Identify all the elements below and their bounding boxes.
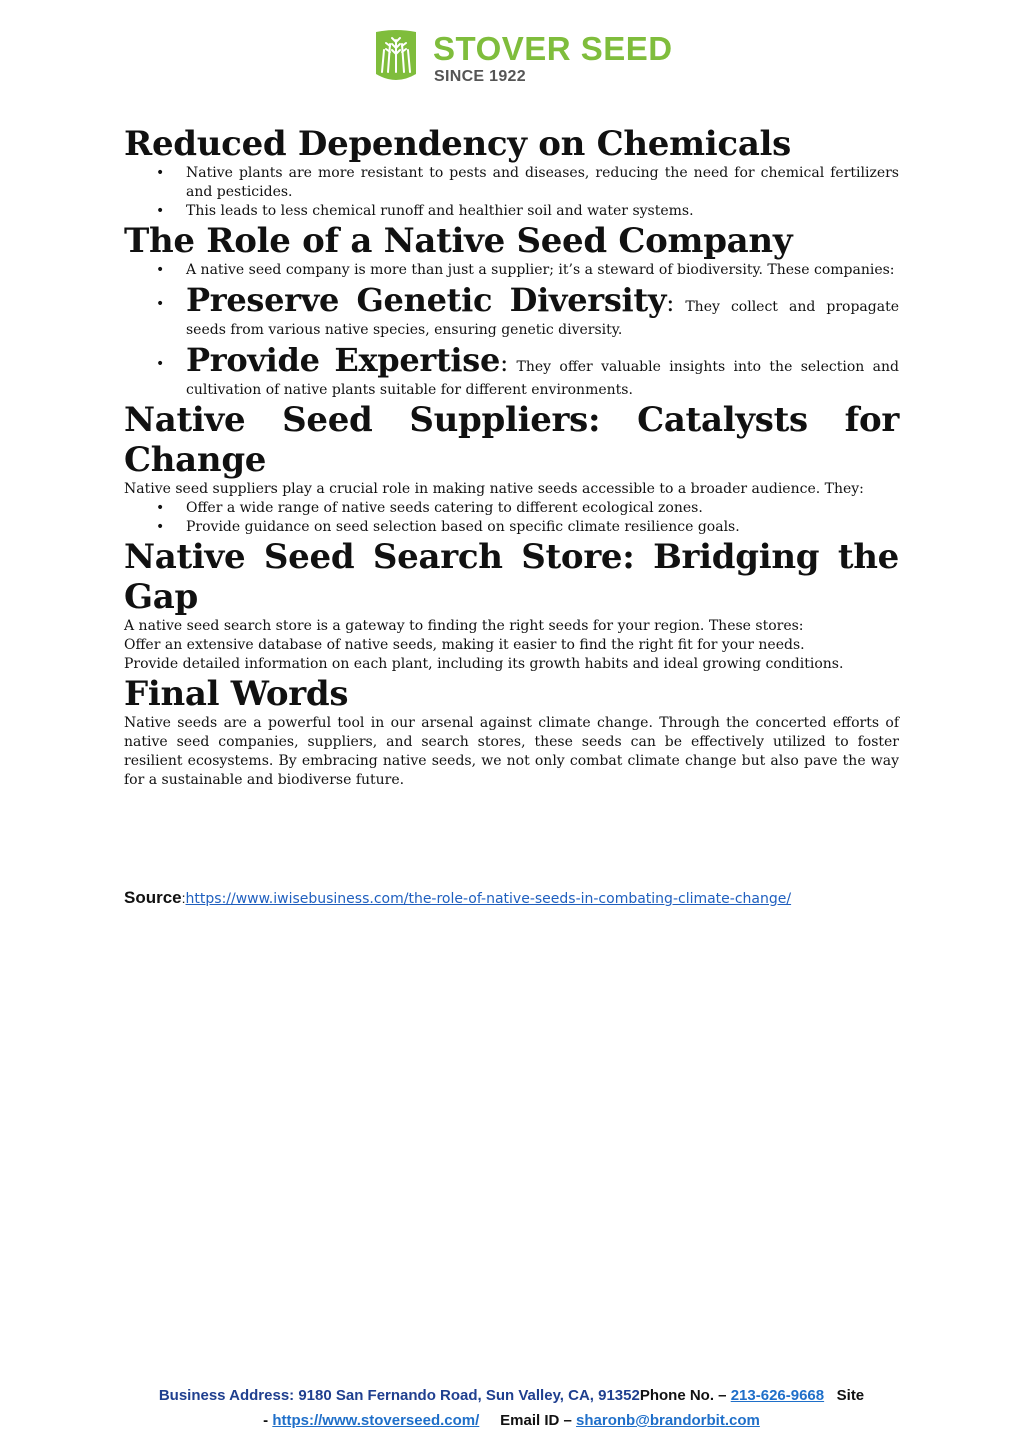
list-item-provide-expertise xyxy=(124,340,899,400)
article-body xyxy=(124,124,899,790)
site-link[interactable]: https://www.stoverseed.com/ xyxy=(272,1412,480,1429)
email-label: Email ID – xyxy=(500,1412,577,1429)
list-item: • A native seed company is more than just a supplier; it’s a steward of biodiversity. These companies: xyxy=(124,261,899,280)
source-line xyxy=(124,888,791,908)
source-colon: : xyxy=(181,890,186,906)
source-label: Source xyxy=(124,888,182,907)
phone-separator: . – xyxy=(709,1387,731,1404)
source-link[interactable]: https://www.iwisebusiness.com/the-role-of-native-seeds-in-combating-climate-change/ xyxy=(185,891,792,907)
heading-native-seed-suppliers: Native Seed Suppliers: Catalysts for Change xyxy=(124,400,899,480)
list-item: • Offer a wide range of native seeds catering to different ecological zones. xyxy=(124,499,899,518)
site-separator: - xyxy=(263,1412,273,1429)
suppliers-intro: Native seed suppliers play a crucial role in making native seeds accessible to a broader audience. They: xyxy=(124,481,864,497)
footer-line-2 xyxy=(124,1408,899,1433)
subheading-preserve-diversity: Preserve Genetic Diversity xyxy=(186,281,667,319)
search-store-line: Provide detailed information on each plant, including its growth habits and ideal growing conditions. xyxy=(124,656,844,672)
phone-label: Phone No xyxy=(639,1387,710,1404)
search-store-line: Offer an extensive database of native seeds, making it easier to find the right fit for your needs. xyxy=(124,637,805,653)
list-item-preserve-diversity xyxy=(124,280,899,340)
page-footer xyxy=(124,1383,899,1433)
colon: : xyxy=(666,289,675,317)
heading-role-of-company: The Role of a Native Seed Company xyxy=(124,221,793,261)
footer-line-1 xyxy=(124,1383,899,1408)
heading-search-store: Native Seed Search Store: Bridging the Gap xyxy=(124,537,899,617)
logo-since-text: SINCE 1922 xyxy=(434,68,526,85)
suppliers-list xyxy=(124,499,899,537)
email-link[interactable]: sharonb@brandorbit.com xyxy=(576,1412,760,1429)
heading-reduced-dependency: Reduced Dependency on Chemicals xyxy=(124,124,792,164)
logo-brand-name: STOVER SEED xyxy=(433,30,673,67)
subheading-provide-expertise: Provide Expertise xyxy=(186,341,501,379)
list-item: • Native plants are more resistant to pests and diseases, reducing the need for chemical fertilizers and pesticides. xyxy=(124,164,899,202)
business-address: Business Address: 9180 San Fernando Road, Sun Valley, CA, 91352 xyxy=(158,1387,640,1404)
search-store-line: A native seed search store is a gateway to finding the right seeds for your region. These stores: xyxy=(124,618,804,634)
heading-final-words: Final Words xyxy=(124,674,349,714)
list-item: • Provide guidance on seed selection based on specific climate resilience goals. xyxy=(124,518,899,537)
reduced-dependency-list xyxy=(124,164,899,221)
item-text: They offer valuable insights into the selection and cultivation of native plants suitable for different environments. xyxy=(186,359,899,398)
colon: : xyxy=(500,349,509,377)
item-text: They collect and propagate seeds from various native species, ensuring genetic diversity. xyxy=(186,299,900,338)
final-words-text: Native seeds are a powerful tool in our arsenal against climate change. Through the concerted efforts of native seed companies, suppliers, and search stores, these seeds can be effectively utilized to foster resilient ecosystems. By embracing native seeds, we not only combat climate change but also pave the way for a sustainable and biodiverse future. xyxy=(124,715,899,788)
site-label: Site xyxy=(836,1387,865,1404)
phone-link[interactable]: 213-626-9668 xyxy=(730,1387,825,1404)
list-item: • This leads to less chemical runoff and healthier soil and water systems. xyxy=(124,202,899,221)
role-list xyxy=(124,261,899,400)
wheat-logo-icon xyxy=(370,28,422,84)
stover-seed-logo xyxy=(370,28,673,88)
